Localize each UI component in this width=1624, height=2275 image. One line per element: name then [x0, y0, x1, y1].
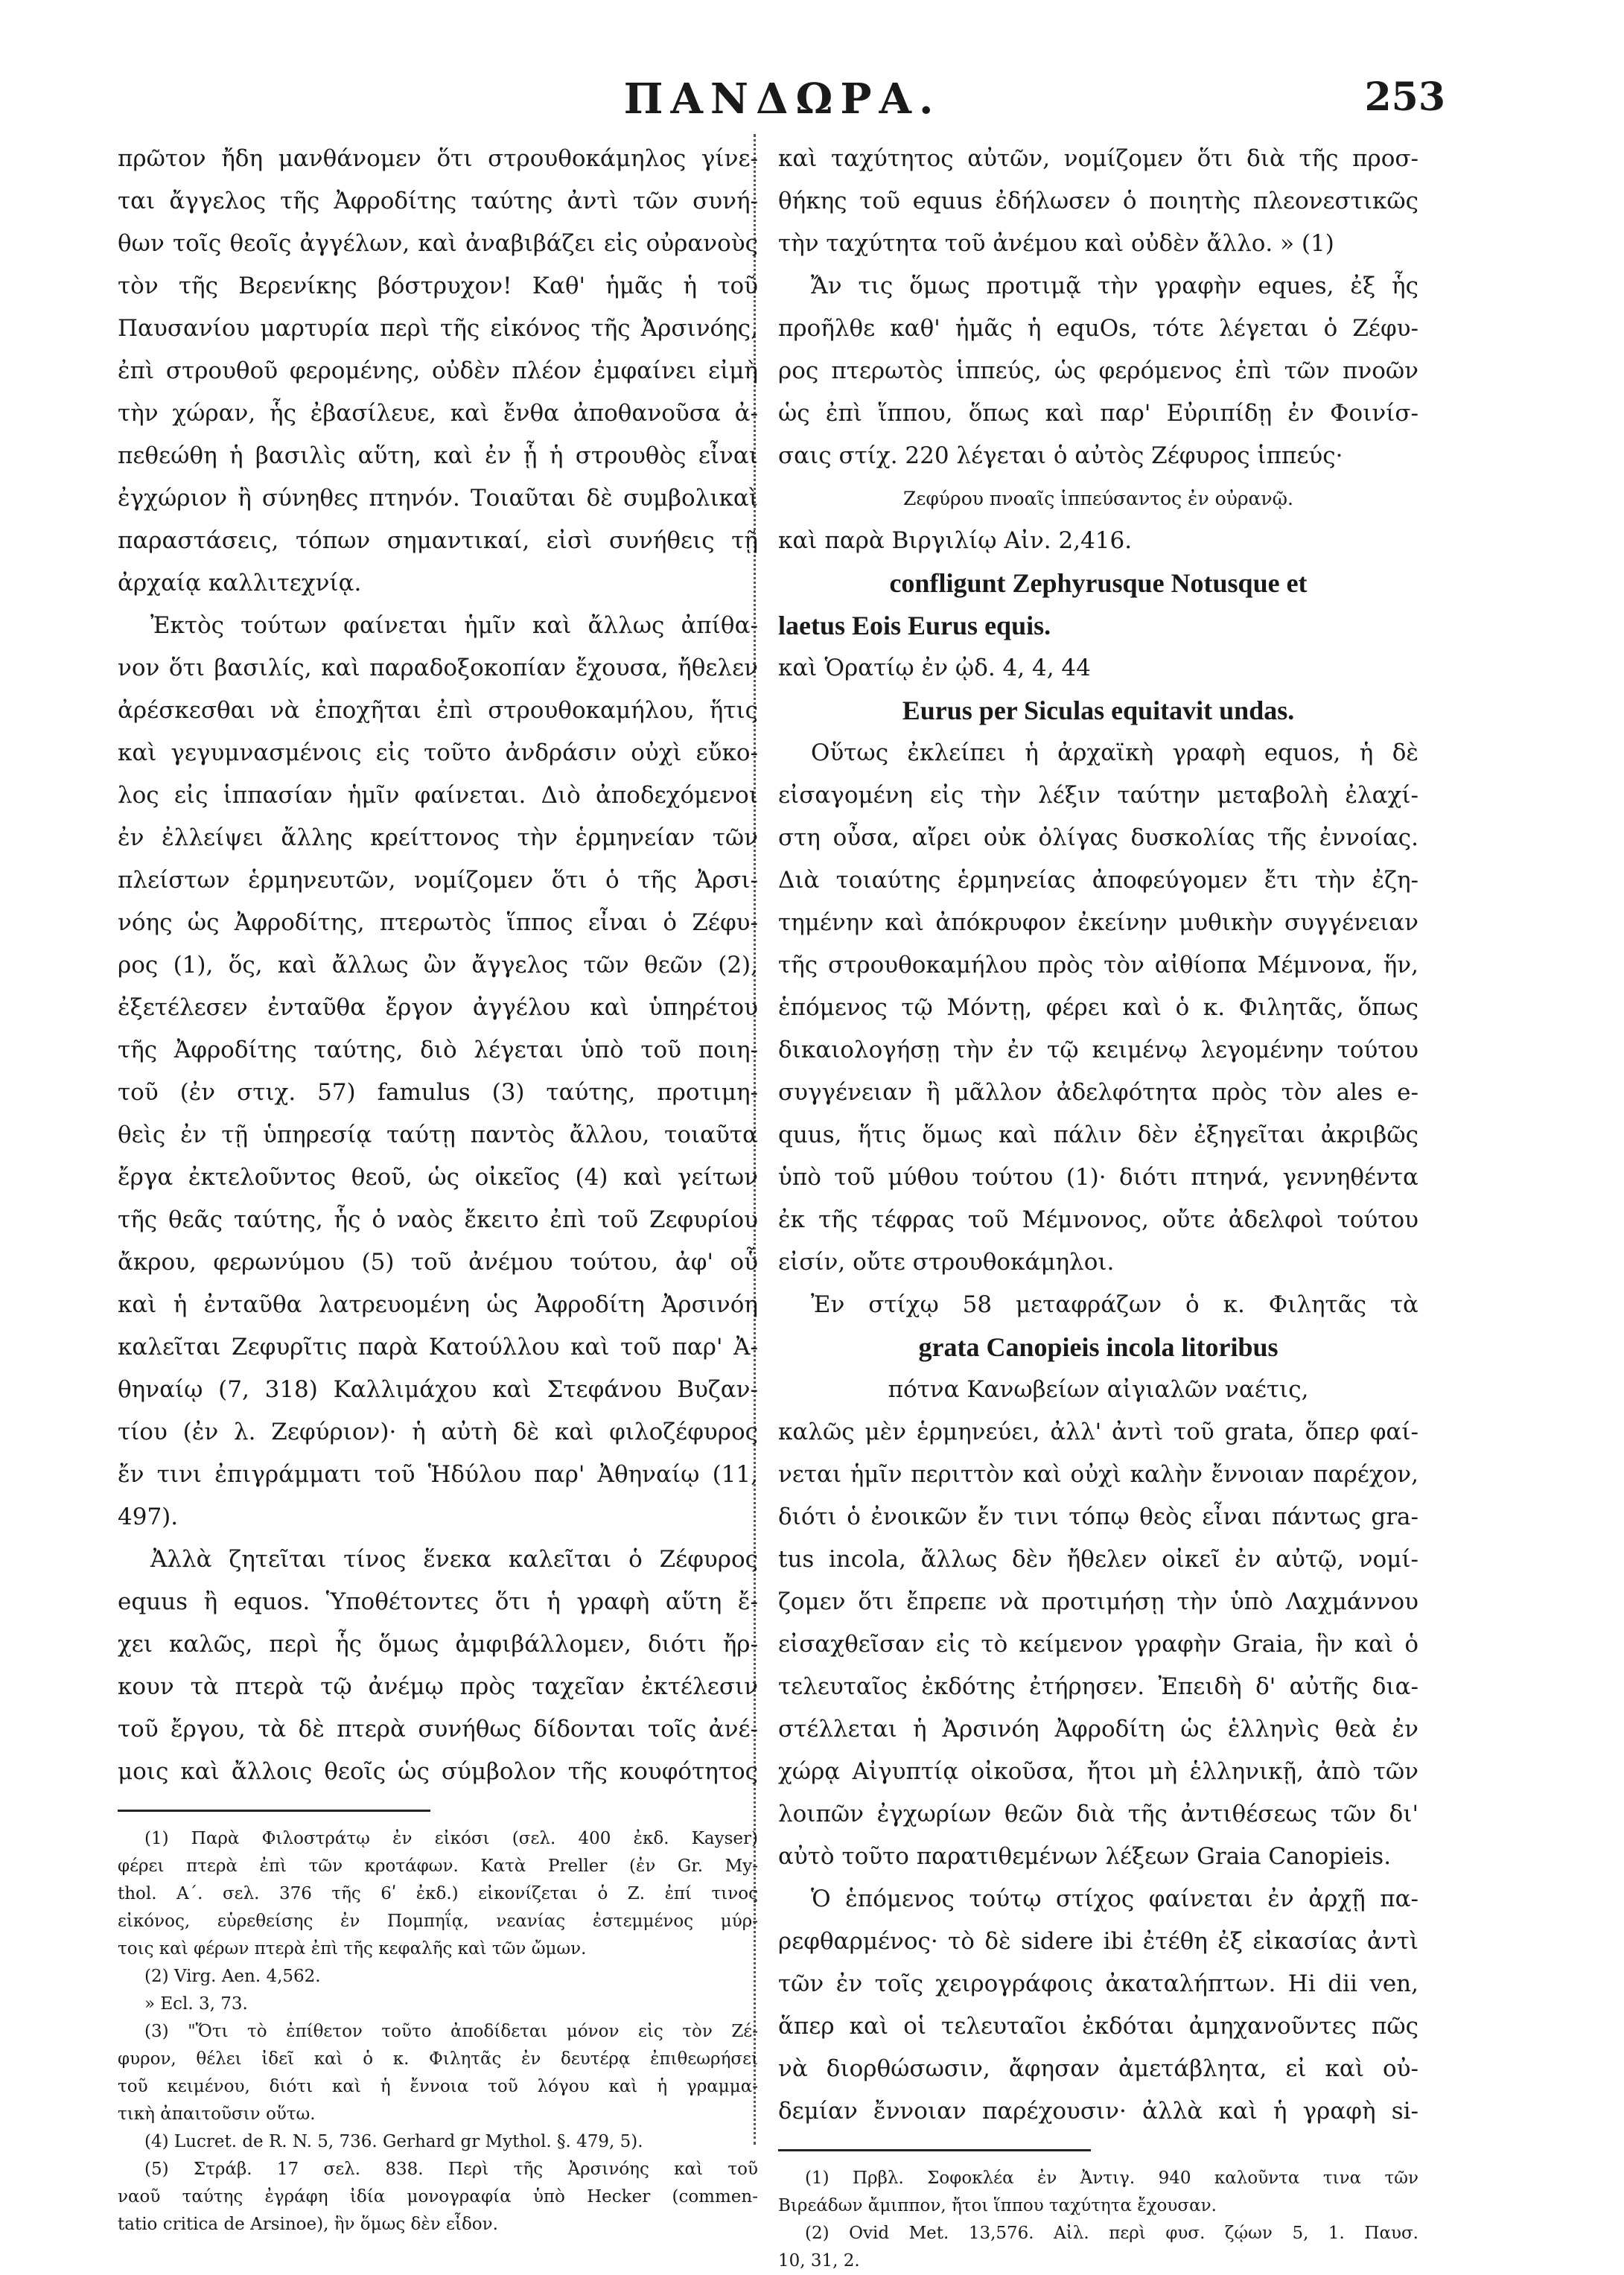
latin-verse: Eurus per Siculas equitavit undas.: [902, 696, 1295, 725]
text-line: tus incola, ἄλλως δὲν ἤθελεν οἰκεῖ ἐν αὐτῷ, νομί-: [778, 1546, 1418, 1573]
footnote-line: Βιρεάδων ἄμιππον, ἤτοι ἵππου ταχύτητα ἔχουσαν.: [778, 2196, 1217, 2215]
text-line: Ἄν τις ὅμως προτιμᾷ τὴν γραφὴν eques, ἐξ ἧς: [811, 273, 1418, 299]
latin-verse: laetus Eois Eurus equis.: [778, 611, 1051, 640]
text-line: νόης ὡς Ἀφροδίτης, πτερωτὸς ἵππος εἶναι ὁ Ζέφυ-: [118, 909, 758, 936]
text-line: τοῦ ἔργου, τὰ δὲ πτερὰ συνήθως δίδονται τοῖς ἀνέ-: [118, 1716, 758, 1743]
footnote-rule: [778, 2149, 1091, 2151]
text-line: ὡς ἐπὶ ἵππου, ὅπως καὶ παρ' Εὐριπίδῃ ἐν Φοινίσ-: [778, 400, 1418, 427]
footnote-line: (4) Lucret. de R. N. 5, 736. Gerhard gr Mythol. §. 479, 5).: [144, 2132, 643, 2151]
footnote-line: φέρει πτερὰ ἐπὶ τῶν κροτάφων. Κατὰ Preller (ἐν Gr. My-: [118, 1856, 758, 1876]
text-line: χει καλῶς, περὶ ἧς ὅμως ἀμφιβάλλομεν, διότι ἤρ-: [118, 1631, 758, 1658]
text-line: καλεῖται Ζεφυρῖτις παρὰ Κατούλλου καὶ τοῦ παρ' Ἀ-: [118, 1334, 758, 1361]
text-line: εἰσαγομένη εἰς τὴν λέξιν ταύτην μεταβολὴ ἐλαχί-: [778, 782, 1418, 809]
text-line: Ἐκτὸς τούτων φαίνεται ἡμῖν καὶ ἄλλως ἀπίθα-: [150, 612, 758, 639]
text-line: θηναίῳ (7, 318) Καλλιμάχου καὶ Στεφάνου Βυζαν-: [118, 1376, 758, 1403]
latin-verse: confligunt Zephyrusque Notusque et: [889, 568, 1308, 598]
text-line: λος εἰς ἱππασίαν ἡμῖν φαίνεται. Διὸ ἀποδεχόμενοι: [118, 782, 758, 809]
text-line: χώρᾳ Αἰγυπτίᾳ οἰκοῦσα, ἤτοι μὴ ἑλληνικῇ, ἀπὸ τῶν: [778, 1758, 1418, 1785]
text-line: Διὰ τοιαύτης ἑρμηνείας ἀποφεύγομεν ἔτι τὴν ἐζη-: [778, 867, 1418, 894]
text-line: τημένην καὶ ἀπόκρυφον ἐκείνην μυθικὴν συγγένειαν: [778, 909, 1418, 936]
text-line: ται ἄγγελος τῆς Ἀφροδίτης ταύτης ἀντὶ τῶν συνή-: [118, 188, 758, 214]
text-line: τοῦ (ἐν στιχ. 57) famulus (3) ταύτης, προτιμη-: [118, 1079, 758, 1106]
text-line: νον ὅτι βασιλίς, καὶ παραδοξοκοπίαν ἔχουσα, ἤθελεν: [118, 655, 758, 681]
text-line: ἀρέσκεσθαι νὰ ἐποχῆται ἐπὶ στρουθοκαμήλου, ἥτις: [118, 697, 758, 724]
text-line: εἰσαχθεῖσαν εἰς τὸ κείμενον γραφὴν Graia, ἣν καὶ ὁ: [778, 1631, 1418, 1658]
footnote-line: εἰκόνος, εὑρεθείσης ἐν Πομπηΐᾳ, νεανίας ἐστεμμένος μύρ-: [118, 1912, 758, 1931]
text-line: λοιπῶν ἐγχωρίων θεῶν διὰ τῆς ἀντιθέσεως τῶν δι': [778, 1801, 1418, 1827]
footnote-line: τοις καὶ φέρων πτερὰ ἐπὶ τῆς κεφαλῆς καὶ τῶν ὤμων.: [118, 1939, 587, 1959]
text-line: καὶ Ὁρατίῳ ἐν ᾠδ. 4, 4, 44: [778, 655, 1091, 681]
text-line: equus ἢ equos. Ὑποθέτοντες ὅτι ἡ γραφὴ αὕτη ἔ-: [118, 1588, 758, 1615]
footnote-line: » Ecl. 3, 73.: [144, 1994, 248, 2014]
footnote-line: (5) Στράβ. 17 σελ. 838. Περὶ τῆς Ἀρσινόης καὶ τοῦ: [144, 2160, 758, 2179]
footnote-line: (3) "Ὅτι τὸ ἐπίθετον τοῦτο ἀποδίδεται μόνον εἰς τὸν Ζέ-: [144, 2022, 758, 2041]
text-line: νεται ἡμῖν περιττὸν καὶ οὐχὶ καλὴν ἔννοιαν παρέχον,: [778, 1461, 1418, 1488]
text-line: Ἀλλὰ ζητεῖται τίνος ἕνεκα καλεῖται ὁ Ζέφυρος: [150, 1546, 758, 1573]
text-line: ἑπόμενος τῷ Μόντῃ, φέρει καὶ ὁ κ. Φιλητᾶς, ὅπως: [778, 994, 1418, 1021]
text-line: θεὶς ἐν τῇ ὑπηρεσίᾳ ταύτῃ παντὸς ἄλλου, τοιαῦτα: [118, 1121, 758, 1148]
text-line: ἔν τινι ἐπιγράμματι τοῦ Ἡδύλου παρ' Ἀθηναίῳ (11,: [118, 1461, 758, 1488]
text-line: τῆς Ἀφροδίτης ταύτης, διὸ λέγεται ὑπὸ τοῦ ποιη-: [118, 1037, 758, 1063]
text-line: καὶ ἡ ἐνταῦθα λατρευομένη ὡς Ἀφροδίτη Ἀρσινόη: [118, 1291, 758, 1318]
text-line: Ἐν στίχῳ 58 μεταφράζων ὁ κ. Φιλητᾶς τὰ: [811, 1291, 1418, 1318]
footnote-line: tatio critica de Arsinoe), ἣν ὅμως δὲν εἶδον.: [118, 2215, 498, 2234]
footnote-line: (1) Πρβλ. Σοφοκλέα ἐν Ἀντιγ. 940 καλοῦντα τινα τῶν: [805, 2169, 1418, 2188]
text-line: ἐγχώριον ἢ σύνηθες πτηνόν. Τοιαῦται δὲ συμβολικαὶ: [118, 485, 758, 512]
footnote-line: (2) Virg. Aen. 4,562.: [144, 1967, 321, 1986]
text-line: ἅπερ καὶ οἱ τελευταῖοι ἐκδόται ἀμηχανοῦντες πῶς: [778, 2013, 1418, 2040]
text-line: Οὕτως ἐκλείπει ἡ ἀρχαϊκὴ γραφὴ equos, ἡ δὲ: [811, 739, 1418, 766]
text-line: quus, ἥτις ὅμως καὶ πάλιν δὲν ἐξηγεῖται ἀκριβῶς: [778, 1121, 1418, 1148]
left-column: [118, 138, 758, 2239]
text-line: ρος (1), ὅς, καὶ ἄλλως ὢν ἄγγελος τῶν θεῶν (2),: [118, 952, 758, 979]
footnote-line: τικὴ ἀπαιτοῦσιν οὕτω.: [118, 2104, 316, 2124]
text-line: πλείστων ἑρμηνευτῶν, νομίζομεν ὅτι ὁ τῆς Ἀρσι-: [118, 867, 758, 894]
text-line: τῆς θεᾶς ταύτης, ἧς ὁ ναὸς ἔκειτο ἐπὶ τοῦ Ζεφυρίου: [118, 1206, 758, 1233]
text-line: ἄκρου, φερωνύμου (5) τοῦ ἀνέμου τούτου, ἀφ' οὗ: [118, 1249, 758, 1276]
text-line: τὴν χώραν, ἧς ἐβασίλευε, καὶ ἔνθα ἀποθανοῦσα ἀ-: [118, 400, 758, 427]
text-line: ἐκ τῆς τέφρας τοῦ Μέμνονος, οὔτε ἀδελφοὶ τούτου: [778, 1206, 1418, 1233]
text-line: τὸν τῆς Βερενίκης βόστρυχον! Καθ' ἡμᾶς ἡ τοῦ: [118, 273, 758, 299]
text-line: δεμίαν ἔννοιαν παρέχουσιν· ἀλλὰ καὶ ἡ γραφὴ si-: [778, 2098, 1418, 2125]
text-line: θήκης τοῦ equus ἐδήλωσεν ὁ ποιητὴς πλεονεστικῶς: [778, 188, 1418, 214]
text-line: αὐτὸ τοῦτο παρατιθεμένων λέξεων Graia Canopieis.: [778, 1843, 1392, 1870]
text-line: τῆς στρουθοκαμήλου πρὸς τὸν αἰθίοπα Μέμνονα, ἥν,: [778, 952, 1418, 979]
text-line: εἰσίν, οὔτε στρουθοκάμηλοι.: [778, 1249, 1115, 1276]
page-header: [119, 74, 1445, 134]
text-line: νὰ διορθώσωσιν, ἄφησαν ἀμετάβλητα, εἰ καὶ οὐ-: [778, 2055, 1418, 2082]
text-line: ἐπὶ στρουθοῦ φερομένης, οὐδὲν πλέον ἐμφαίνει εἰμὴ: [118, 357, 758, 384]
text-line: ρεφθαρμένος· τὸ δὲ sidere ibi ἐτέθη ἐξ εἰκασίας ἀντὶ: [778, 1928, 1418, 1955]
text-line: καὶ παρὰ Βιργιλίῳ Αἰν. 2,416.: [778, 527, 1133, 554]
footnote-line: φυρον, θέλει ἰδεῖ καὶ ὁ κ. Φιλητᾶς ἐν δευτέρᾳ ἐπιθεωρήσει: [118, 2049, 758, 2069]
text-line: μοις καὶ ἄλλοις θεοῖς ὡς σύμβολον τῆς κουφότητος: [118, 1758, 758, 1785]
text-line: τελευταῖος ἐκδότης ἐτήρησεν. Ἐπειδὴ δ' αὐτῆς δια-: [778, 1673, 1418, 1700]
text-line: συγγένειαν ἢ μᾶλλον ἀδελφότητα πρὸς τὸν ales e-: [778, 1079, 1418, 1106]
footnote-rule: [118, 1810, 430, 1812]
text-line: πεθεώθη ἡ βασιλὶς αὕτη, καὶ ἐν ᾗ ἡ στρουθὸς εἶναι: [118, 442, 758, 469]
right-column: [778, 138, 1418, 2275]
text-line: ἀρχαίᾳ καλλιτεχνίᾳ.: [118, 570, 362, 596]
text-line: κουν τὰ πτερὰ τῷ ἀνέμῳ πρὸς ταχεῖαν ἐκτέλεσιν: [118, 1673, 758, 1700]
text-line: παραστάσεις, τόπων σημαντικαί, εἰσὶ συνήθεις τῇ: [118, 527, 758, 554]
text-line: ἐν ἐλλείψει ἄλλης κρείττονος τὴν ἑρμηνείαν τῶν: [118, 824, 758, 851]
text-line: ὑπὸ τοῦ μύθου τούτου (1)· διότι πτηνά, γεννηθέντα: [778, 1164, 1418, 1191]
text-line: ἐξετέλεσεν ἐνταῦθα ἔργον ἀγγέλου καὶ ὑπηρέτου: [118, 994, 758, 1021]
text-line: πρῶτον ἤδη μανθάνομεν ὅτι στρουθοκάμηλος γίνε-: [118, 145, 758, 172]
footnote-line: 10, 31, 2.: [778, 2251, 860, 2271]
quotation-line: πότνα Κανωβείων αἰγιαλῶν ναέτις,: [888, 1376, 1309, 1403]
text-line: τίου (ἐν λ. Ζεφύριον)· ἡ αὐτὴ δὲ καὶ φιλοζέφυρος: [118, 1419, 758, 1445]
text-line: στέλλεται ἡ Ἀρσινόη Ἀφροδίτη ὡς ἑλληνὶς θεὰ ἐν: [778, 1716, 1418, 1743]
text-line: σαις στίχ. 220 λέγεται ὁ αὐτὸς Ζέφυρος ἱππεύς·: [778, 442, 1343, 469]
footnote-line: (1) Παρὰ Φιλοστράτῳ ἐν εἰκόσι (σελ. 400 ἐκδ. Kayser): [144, 1829, 758, 1848]
text-line: Ὁ ἑπόμενος τούτῳ στίχος φαίνεται ἐν ἀρχῇ πα-: [811, 1886, 1418, 1912]
text-line: διότι ὁ ἐνοικῶν ἔν τινι τόπῳ θεὸς εἶναι πάντως gra-: [778, 1504, 1418, 1530]
text-line: ζομεν ὅτι ἔπρεπε νὰ προτιμήσῃ τὴν ὑπὸ Λαχμάννου: [778, 1588, 1418, 1615]
text-line: καὶ γεγυμνασμένοις εἰς τοῦτο ἀνδράσιν οὐχὶ εὔκο-: [118, 739, 758, 766]
text-line: προῆλθε καθ' ἡμᾶς ἡ equOs, τότε λέγεται ὁ Ζέφυ-: [778, 315, 1418, 342]
page-number: 253: [1364, 74, 1445, 120]
text-line: δικαιολογήσῃ τὴν ἐν τῷ κειμένῳ λεγομένην τούτου: [778, 1037, 1418, 1063]
text-line: ἔργα ἐκτελοῦντος θεοῦ, ὡς οἰκεῖος (4) καὶ γείτων: [118, 1164, 758, 1191]
running-title: ΠΑΝΔΩΡΑ.: [623, 74, 941, 124]
text-line: 497).: [118, 1504, 179, 1530]
text-line: τῶν ἐν τοῖς χειρογράφοις ἀκαταλήπτων. Hi dii ven,: [778, 1970, 1418, 1997]
text-line: τὴν ταχύτητα τοῦ ἀνέμου καὶ οὐδὲν ἄλλο. » (1): [778, 230, 1334, 257]
text-line: θων τοῖς θεοῖς ἀγγέλων, καὶ ἀναβιβάζει εἰς οὐρανοὺς: [118, 230, 758, 257]
latin-verse: grata Canopieis incola litoribus: [918, 1332, 1278, 1362]
footnote-line: (2) Ovid Met. 13,576. Αἰλ. περὶ φυσ. ζῴων 5, 1. Παυσ.: [805, 2224, 1418, 2243]
text-line: στη οὖσα, αἴρει οὐκ ὀλίγας δυσκολίας τῆς ἐννοίας.: [778, 824, 1418, 851]
text-line: Παυσανίου μαρτυρία περὶ τῆς εἰκόνος τῆς Ἀρσινόης,: [118, 315, 758, 342]
quotation-line: Ζεφύρου πνοαῖς ἱππεύσαντος ἐν οὐρανῷ.: [903, 488, 1293, 509]
footnote-line: thol. Α΄. σελ. 376 τῆς 6ʹ ἐκδ.) εἰκονίζεται ὁ Ζ. ἐπί τινος: [118, 1884, 758, 1903]
footnote-line: τοῦ κειμένου, διότι καὶ ἡ ἔννοια τοῦ λόγου καὶ ἡ γραμμα-: [118, 2077, 758, 2096]
footnote-line: ναοῦ ταύτης ἐγράφη ἰδία μονογραφία ὑπὸ Hecker (commen-: [118, 2187, 758, 2206]
text-line: ρος πτερωτὸς ἱππεύς, ὡς φερόμενος ἐπὶ τῶν πνοῶν: [778, 357, 1418, 384]
text-line: καλῶς μὲν ἑρμηνεύει, ἀλλ' ἀντὶ τοῦ grata, ὅπερ φαί-: [778, 1419, 1418, 1445]
text-line: καὶ ταχύτητος αὐτῶν, νομίζομεν ὅτι διὰ τῆς προσ-: [778, 145, 1418, 172]
